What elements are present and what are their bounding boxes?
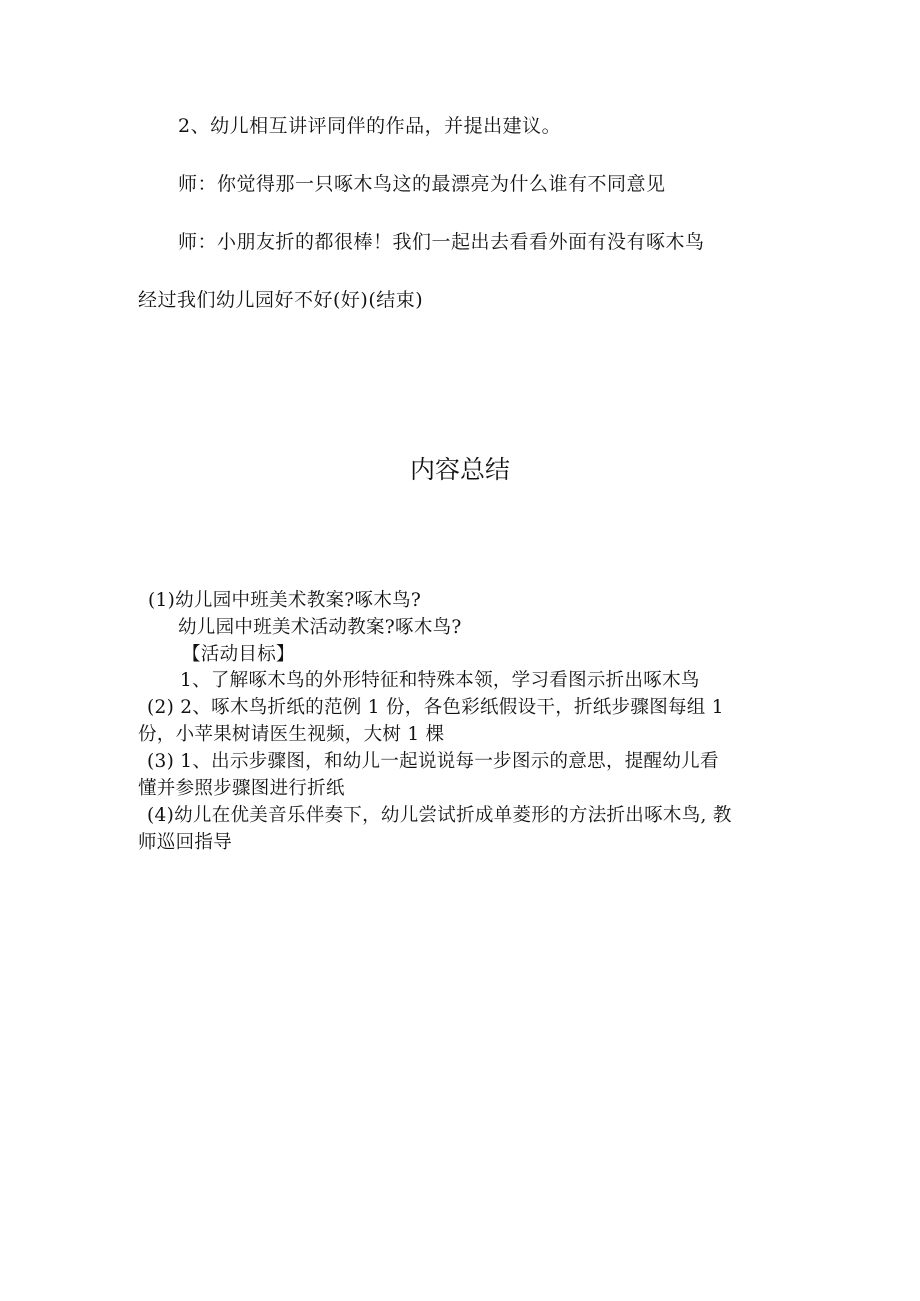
section-heading: 内容总结: [409, 455, 510, 484]
summary-line: 师巡回指导: [138, 832, 233, 853]
summary-line: 懂并参照步骤图进行折纸: [138, 778, 345, 799]
paragraph-line: 师：小朋友折的都很棒！我们一起出去看看外面有没有啄木鸟: [178, 231, 705, 253]
summary-line: (3) 1、出示步骤图，和幼儿一起说说每一步图示的意思，提醒幼儿看: [147, 751, 719, 772]
summary-line: (1)幼儿园中班美术教案?啄木鸟?: [148, 590, 422, 611]
summary-line: (4)幼儿在优美音乐伴奏下，幼儿尝试折成单菱形的方法折出啄木鸟, 教: [147, 805, 732, 826]
paragraph-line: 师：你觉得那一只啄木鸟这的最漂亮为什么谁有不同意见: [178, 173, 666, 195]
summary-line: 【活动目标】: [182, 644, 295, 665]
paragraph-line: 2、幼儿相互讲评同伴的作品，并提出建议。: [178, 115, 562, 137]
summary-line: 幼儿园中班美术活动教案?啄木鸟?: [178, 617, 462, 638]
summary-line: 份，小苹果树请医生视频，大树 1 棵: [138, 724, 445, 745]
summary-line: 1、了解啄木鸟的外形特征和特殊本领，学习看图示折出啄木鸟: [180, 670, 700, 691]
paragraph-line: 经过我们幼儿园好不好(好)(结束): [138, 289, 424, 311]
summary-line: (2) 2、啄木鸟折纸的范例 1 份，各色彩纸假设干，折纸步骤图每组 1: [147, 697, 724, 718]
